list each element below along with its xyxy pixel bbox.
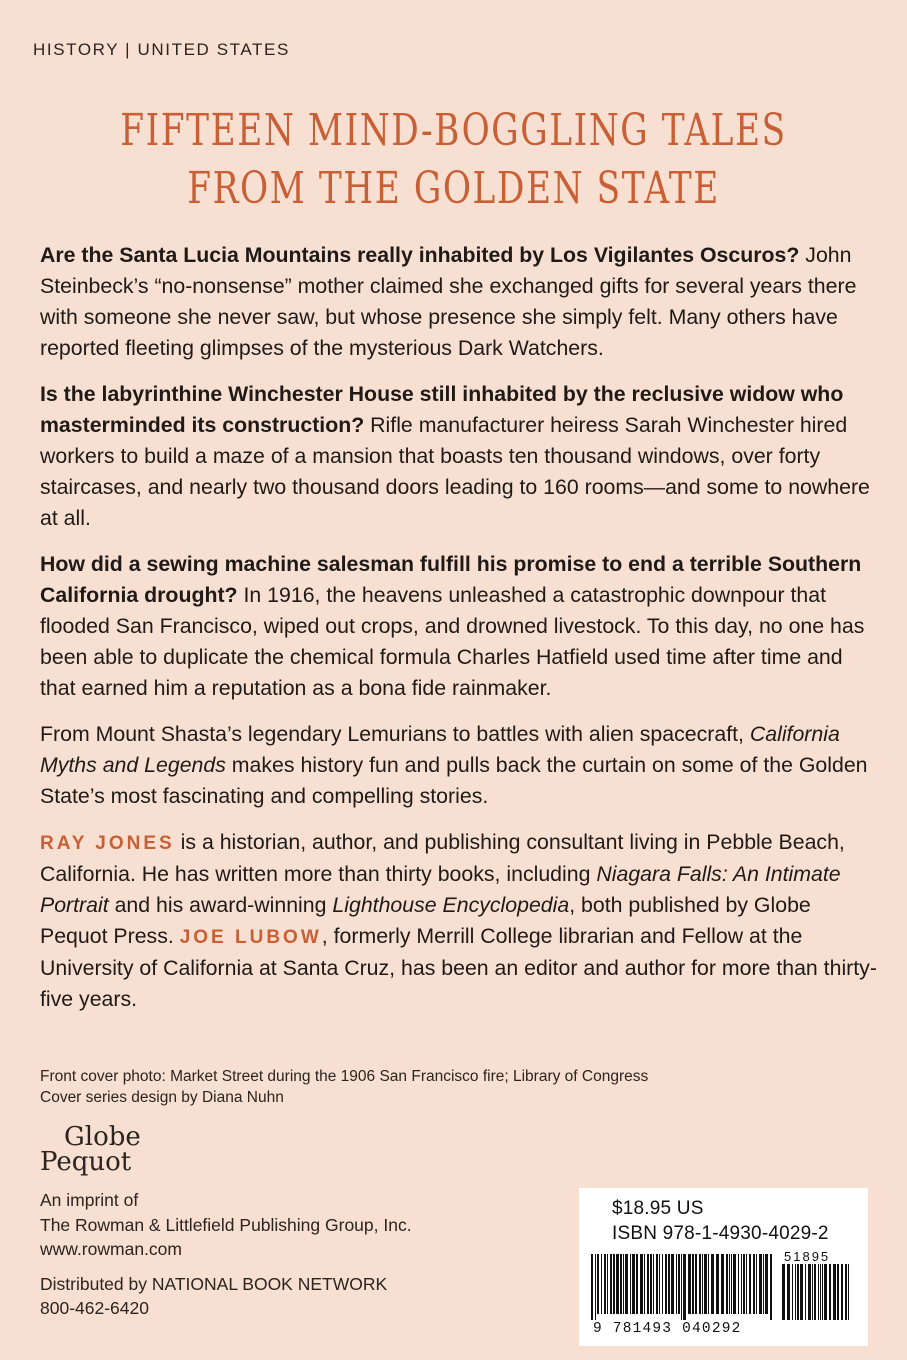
logo-line-2: Pequot: [40, 1147, 132, 1177]
paragraph-3: [40, 549, 880, 704]
barcode-bar: [704, 1254, 707, 1314]
barcode-bar: [782, 1264, 785, 1320]
barcode-bar: [665, 1254, 667, 1314]
barcode-bar: [738, 1254, 739, 1314]
barcode-bar: [683, 1254, 686, 1320]
headline: [100, 102, 807, 218]
barcode-bar: [650, 1254, 652, 1314]
barcode-bar: [699, 1254, 701, 1314]
design-credit: Cover series design by Diana Nuhn: [40, 1089, 284, 1106]
barcode-bar: [640, 1254, 643, 1314]
bio-1-b: and his award-winning: [108, 893, 333, 917]
phone: 800-462-6420: [40, 1298, 149, 1318]
bio-1-a: is a historian, author, and publishing consultant living in Pebble Beach, California. He has written more than thirty books, including: [40, 830, 845, 886]
barcode-bar: [845, 1264, 847, 1320]
barcode-bar: [623, 1254, 624, 1314]
barcode-bar: [716, 1254, 719, 1314]
barcode-bar: [795, 1264, 796, 1320]
barcode-bar: [702, 1254, 703, 1314]
barcode-bar: [653, 1254, 654, 1314]
barcode-bar: [841, 1264, 843, 1320]
barcode-bar: [601, 1254, 602, 1314]
barcode-bar: [822, 1264, 823, 1320]
barcode-bar: [708, 1254, 709, 1314]
answer-1: John Steinbeck’s “no-nonsense” mother claimed she exchanged gifts for several years there with someone she never saw, but whose presence she simply felt. Many others have reported fleeting glimpses of the mysterious Dark Watchers.: [40, 243, 857, 360]
bio-1-book-1: Niagara Falls: An Intimate Portrait: [40, 862, 841, 917]
barcode-bar: [743, 1254, 745, 1314]
barcode-bar: [597, 1254, 599, 1314]
author-bio: [40, 827, 880, 1015]
barcode-bar: [833, 1264, 836, 1320]
barcode-bar: [741, 1254, 742, 1314]
bio-1-book-2: Lighthouse Encyclopedia: [332, 893, 570, 917]
summary-b: makes history fun and pulls back the curtain on some of the Golden State’s most fascinating and compelling stories.: [40, 753, 868, 808]
barcode-bar: [630, 1254, 631, 1314]
barcode-bar: [607, 1254, 608, 1314]
isbn: ISBN 978-1-4930-4029-2: [612, 1223, 829, 1244]
publishing-group: The Rowman & Littlefield Publishing Group, Inc.: [40, 1214, 412, 1235]
addon-number: 51895: [784, 1249, 831, 1264]
photo-credit: Front cover photo: Market Street during the 1906 San Francisco fire; Library of Congress: [40, 1068, 649, 1085]
headline-line-2: FROM THE GOLDEN STATE: [187, 163, 720, 214]
barcode-bar: [656, 1254, 658, 1314]
paragraph-1: [40, 240, 880, 364]
barcode-bar: [681, 1254, 682, 1320]
barcode-bar: [668, 1254, 670, 1314]
barcode-box: [579, 1188, 868, 1346]
barcode-bar: [625, 1254, 628, 1314]
barcode-bar: [604, 1254, 606, 1314]
barcode-bar: [595, 1254, 596, 1320]
barcode-bar: [616, 1254, 619, 1314]
barcode-bar: [721, 1254, 724, 1314]
author-name-1: RAY JONES: [40, 833, 175, 854]
barcode-bar: [812, 1264, 813, 1320]
barcode-bar: [726, 1254, 728, 1314]
barcode-bar: [829, 1264, 831, 1320]
barcode-bar: [814, 1264, 816, 1320]
barcode-bar: [644, 1254, 645, 1314]
question-2: Is the labyrinthine Winchester House still inhabited by the reclusive widow who masterminded its construction?: [40, 382, 844, 437]
cover-credits: [40, 1066, 648, 1108]
price: $18.95 US: [612, 1198, 704, 1219]
addon-barcode-bars: [782, 1264, 854, 1320]
category-label: HISTORY | UNITED STATES: [33, 40, 290, 59]
publisher-logo: [40, 1122, 141, 1177]
barcode-bar: [763, 1254, 764, 1314]
book-title: California Myths and Legends: [40, 722, 840, 777]
barcode-bar: [613, 1254, 615, 1314]
barcode-bar: [756, 1254, 757, 1314]
distributor: Distributed by NATIONAL BOOK NETWORK: [40, 1273, 388, 1294]
barcode-bar: [746, 1254, 747, 1314]
bio-1-c: , both published by Globe Pequot Press.: [40, 893, 811, 948]
barcode-bars: [591, 1254, 776, 1320]
barcode-bar: [678, 1254, 680, 1314]
barcode-bar: [671, 1254, 674, 1314]
barcode-bar: [818, 1264, 819, 1320]
answer-2: Rifle manufacturer heiress Sarah Winchester hired workers to build a maze of a mansion that boasts ten thousand windows, over forty staircases, and nearly two thousand doors leading to 160 rooms—and some to nowhere at all.: [40, 413, 870, 530]
barcode-bar: [731, 1254, 732, 1314]
barcode-bar: [692, 1254, 694, 1314]
author-name-2: JOE LUBOW: [179, 927, 322, 948]
barcode-bar: [733, 1254, 736, 1314]
isbn-digits: 9 781493 040292: [593, 1321, 742, 1337]
logo-line-1: Globe: [64, 1122, 141, 1152]
barcode-bar: [792, 1264, 793, 1320]
headline-line-1: FIFTEEN MIND-BOGGLING TALES: [120, 105, 787, 156]
barcode-bar: [647, 1254, 649, 1314]
barcode-bar: [805, 1264, 806, 1320]
answer-3: In 1916, the heavens unleashed a catastrophic downpour that flooded San Francisco, wiped out crops, and drowned livestock. To this day, no one has been able to duplicate the chemical formula Charles Hatfield used time after time and that earned him a reputation as a bona fide rainmaker.: [40, 583, 865, 700]
bio-2: , formerly Merrill College librarian and Fellow at the University of California at Santa Cruz, has been an editor and author for more than thirty-five years.: [40, 924, 877, 1011]
barcode-bar: [688, 1254, 691, 1314]
barcode-bar: [759, 1254, 762, 1314]
question-1: Are the Santa Lucia Mountains really inhabited by Los Vigilantes Oscuros?: [40, 243, 800, 267]
barcode-bar: [591, 1254, 593, 1320]
barcode-bar: [620, 1254, 622, 1314]
barcode-bar: [848, 1264, 849, 1320]
barcode-bar: [711, 1254, 714, 1314]
barcode-bar: [824, 1264, 827, 1320]
barcode-bar: [749, 1254, 751, 1314]
barcode-bar: [820, 1264, 821, 1320]
paragraph-2: [40, 379, 880, 534]
summary-a: From Mount Shasta’s legendary Lemurians to battles with alien spacecraft,: [40, 722, 750, 746]
paragraph-4: [40, 719, 880, 812]
barcode-bar: [770, 1254, 772, 1320]
barcode-bar: [837, 1264, 839, 1320]
barcode-bar: [659, 1254, 660, 1314]
barcode-bar: [800, 1264, 803, 1320]
barcode-bar: [797, 1264, 799, 1320]
barcode-bar: [695, 1254, 697, 1314]
barcode-bar: [610, 1254, 612, 1314]
barcode-bar: [753, 1254, 755, 1314]
barcode-bar: [808, 1264, 811, 1320]
barcode-bar: [676, 1254, 677, 1314]
imprint-info: [40, 1188, 412, 1321]
barcode-bar: [636, 1254, 638, 1314]
barcode-bar: [662, 1254, 663, 1314]
barcode-bar: [787, 1264, 790, 1320]
question-3: How did a sewing machine salesman fulfill his promise to end a terrible Southern California drought?: [40, 552, 862, 607]
website: www.rowman.com: [40, 1239, 182, 1259]
barcode-bar: [729, 1254, 730, 1314]
barcode-bar: [765, 1254, 768, 1314]
imprint-of: An imprint of: [40, 1190, 139, 1210]
barcode-bar: [632, 1254, 635, 1314]
description: [40, 240, 880, 1030]
